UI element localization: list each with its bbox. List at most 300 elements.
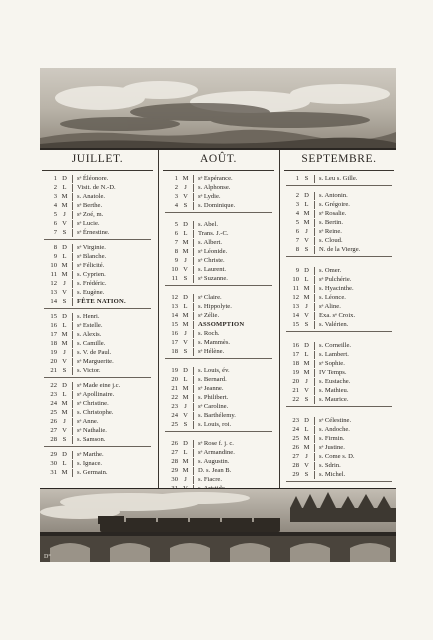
row-separator xyxy=(314,471,315,479)
day-number: 17 xyxy=(171,339,178,346)
saint-name: s. Hyacinthe. xyxy=(319,285,354,292)
day-number: 26 xyxy=(50,418,57,425)
weekday-letter: J xyxy=(63,211,66,218)
saint-name: s. Fiacre. xyxy=(198,476,222,483)
row-separator xyxy=(314,378,315,386)
row-separator xyxy=(72,244,73,252)
saint-name: s. V. de Paul. xyxy=(77,349,112,356)
day-row xyxy=(40,426,155,435)
day-row xyxy=(40,399,155,408)
row-separator xyxy=(193,376,194,384)
day-row xyxy=(161,420,276,429)
weekday-letter: M xyxy=(61,271,68,278)
weekday-letter: J xyxy=(305,228,308,235)
saint-name: s. Mathieu. xyxy=(319,387,349,394)
weekday-letter: J xyxy=(184,403,187,410)
day-row xyxy=(40,297,155,306)
day-row xyxy=(161,183,276,192)
month-column-july xyxy=(40,150,155,488)
saint-name: s. Ignace. xyxy=(77,460,103,467)
saint-name: s. Leu s. Gille. xyxy=(319,175,358,182)
top-engraving-sky xyxy=(40,68,396,150)
day-number: 26 xyxy=(292,444,299,451)
saint-name: sᵉ Apollinaire. xyxy=(77,391,115,398)
day-number: 4 xyxy=(53,202,57,209)
day-row xyxy=(282,191,396,200)
week-rule xyxy=(44,377,151,378)
row-separator xyxy=(72,211,73,219)
day-row xyxy=(40,192,155,201)
week-rule xyxy=(286,331,392,332)
row-separator xyxy=(72,409,73,417)
calendar-table xyxy=(40,150,396,488)
saint-name: sᵉ Espérance. xyxy=(198,175,233,182)
day-row xyxy=(161,201,276,210)
day-row xyxy=(40,312,155,321)
day-number: 30 xyxy=(171,476,178,483)
weekday-letter: J xyxy=(63,349,66,356)
weekday-letter: V xyxy=(304,462,309,469)
day-row xyxy=(40,339,155,348)
weekday-letter: M xyxy=(303,219,310,226)
weekday-letter: V xyxy=(62,289,67,296)
day-row xyxy=(282,443,396,452)
saint-name: s. Germain. xyxy=(77,469,108,476)
day-number: 13 xyxy=(171,303,178,310)
row-separator xyxy=(193,394,194,402)
row-separator xyxy=(314,444,315,452)
row-separator xyxy=(193,193,194,201)
saint-name: sᵉ Rose f. j. c. xyxy=(198,440,234,447)
saint-name: s. Maurice. xyxy=(319,396,349,403)
day-row xyxy=(282,174,396,183)
saint-name: s. Frédéric. xyxy=(77,280,107,287)
day-number: 13 xyxy=(50,289,57,296)
weekday-letter: M xyxy=(61,409,68,416)
row-separator xyxy=(193,339,194,347)
row-separator xyxy=(193,230,194,238)
row-separator xyxy=(72,220,73,228)
row-separator xyxy=(72,202,73,210)
week-rule xyxy=(44,308,151,309)
row-separator xyxy=(72,331,73,339)
row-separator xyxy=(314,285,315,293)
day-row xyxy=(282,452,396,461)
row-separator xyxy=(72,391,73,399)
day-row xyxy=(40,357,155,366)
row-separator xyxy=(193,202,194,210)
row-separator xyxy=(314,237,315,245)
day-row xyxy=(161,375,276,384)
day-row xyxy=(282,350,396,359)
day-number: 23 xyxy=(171,403,178,410)
row-separator xyxy=(193,321,194,329)
day-number: 20 xyxy=(171,376,178,383)
saint-name: sᵉ Hélène. xyxy=(198,348,225,355)
day-number: 25 xyxy=(171,421,178,428)
saint-name: s. Roch. xyxy=(198,330,220,337)
weekday-letter: L xyxy=(304,201,309,208)
weekday-letter: D xyxy=(62,244,67,251)
day-number: 21 xyxy=(292,387,299,394)
saint-name: sᵉ Lucie. xyxy=(77,220,100,227)
weekday-letter: D xyxy=(183,294,188,301)
row-separator xyxy=(193,312,194,320)
row-separator xyxy=(193,421,194,429)
day-row xyxy=(40,450,155,459)
weekday-letter: S xyxy=(304,246,309,253)
saint-name: Visit. de N.-D. xyxy=(77,184,116,191)
row-separator xyxy=(193,440,194,448)
row-separator xyxy=(72,253,73,261)
weekday-letter: J xyxy=(184,476,187,483)
row-separator xyxy=(314,435,315,443)
saint-name: s. Hippolyte. xyxy=(198,303,232,310)
day-number: 29 xyxy=(50,451,57,458)
day-number: 5 xyxy=(295,219,299,226)
day-row xyxy=(161,192,276,201)
saint-name: sᵉ Léonide. xyxy=(198,248,228,255)
day-row xyxy=(282,293,396,302)
day-row xyxy=(282,359,396,368)
saint-name: sᵉ Armandine. xyxy=(198,449,235,456)
saint-name: sᵉ Zoé, m. xyxy=(77,211,104,218)
row-separator xyxy=(72,469,73,477)
weekday-letter: M xyxy=(61,193,68,200)
day-row xyxy=(40,417,155,426)
day-row xyxy=(40,390,155,399)
row-separator xyxy=(314,396,315,404)
day-number: 31 xyxy=(50,469,57,476)
saint-name: s. Valérien. xyxy=(319,321,349,328)
weekday-letter: M xyxy=(303,435,310,442)
day-number: 18 xyxy=(50,340,57,347)
saint-name: D. s. Jean B. xyxy=(198,467,232,474)
day-number: 2 xyxy=(174,184,178,191)
day-number: 20 xyxy=(292,378,299,385)
row-separator xyxy=(193,476,194,484)
day-number: 11 xyxy=(171,275,178,282)
day-row xyxy=(161,256,276,265)
weekday-letter: M xyxy=(182,458,189,465)
day-number: 4 xyxy=(174,202,178,209)
saint-name: s. Albert. xyxy=(198,239,222,246)
day-row xyxy=(282,245,396,254)
day-number: 12 xyxy=(50,280,57,287)
weekday-letter: M xyxy=(182,312,189,319)
weekday-letter: M xyxy=(182,321,189,328)
row-separator xyxy=(72,358,73,366)
day-row xyxy=(40,330,155,339)
day-row xyxy=(282,227,396,236)
row-separator xyxy=(72,436,73,444)
day-number: 5 xyxy=(174,221,178,228)
day-row xyxy=(161,338,276,347)
row-separator xyxy=(193,458,194,466)
row-separator xyxy=(314,351,315,359)
weekday-letter: L xyxy=(183,230,188,237)
weekday-letter: D xyxy=(304,342,309,349)
day-row xyxy=(40,228,155,237)
saint-name: s. Eustache. xyxy=(319,378,351,385)
day-number: 1 xyxy=(53,175,57,182)
day-number: 23 xyxy=(50,391,57,398)
row-separator xyxy=(193,248,194,256)
weekday-letter: M xyxy=(61,202,68,209)
saint-name: s. Andoche. xyxy=(319,426,350,433)
weekday-letter: D xyxy=(62,313,67,320)
weekday-letter: L xyxy=(304,276,309,283)
day-number: 30 xyxy=(50,460,57,467)
row-separator xyxy=(314,246,315,254)
day-row xyxy=(40,174,155,183)
saint-name: ASSOMPTION xyxy=(198,321,245,328)
day-row xyxy=(161,411,276,420)
day-number: 16 xyxy=(50,322,57,329)
row-separator xyxy=(72,400,73,408)
saint-name: sᵉ Virginie. xyxy=(77,244,106,251)
saint-name: s. Lambert. xyxy=(319,351,349,358)
weekday-letter: D xyxy=(304,417,309,424)
week-rule xyxy=(165,431,272,432)
weekday-letter: L xyxy=(304,426,309,433)
weekday-letter: L xyxy=(62,460,67,467)
day-number: 26 xyxy=(171,440,178,447)
day-row xyxy=(161,174,276,183)
saint-name: sᵉ Anne. xyxy=(77,418,99,425)
day-row xyxy=(161,439,276,448)
day-number: 14 xyxy=(292,312,299,319)
day-row xyxy=(40,366,155,375)
weekday-letter: S xyxy=(62,436,67,443)
saint-name: IV Temps. xyxy=(319,369,347,376)
row-separator xyxy=(193,449,194,457)
saint-name: s. Christophe. xyxy=(77,409,114,416)
saint-name: sᵉ Jeanne. xyxy=(198,385,224,392)
weekday-letter: M xyxy=(61,331,68,338)
row-separator xyxy=(193,403,194,411)
saint-name: s. Laurent. xyxy=(198,266,227,273)
day-row xyxy=(282,266,396,275)
weekday-letter: M xyxy=(303,210,310,217)
weekday-letter: V xyxy=(304,312,309,319)
saint-name: s. Firmin. xyxy=(319,435,345,442)
saint-name: s. Grégoire. xyxy=(319,201,350,208)
row-separator xyxy=(314,453,315,461)
day-row xyxy=(161,329,276,338)
weekday-letter: S xyxy=(183,202,188,209)
saint-name: s. Mammès. xyxy=(198,339,231,346)
saint-name: sᵉ Nathalie. xyxy=(77,427,107,434)
saint-name: sᵉ Caroline. xyxy=(198,403,229,410)
week-rule xyxy=(165,358,272,359)
row-separator xyxy=(314,342,315,350)
day-row xyxy=(282,377,396,386)
day-row xyxy=(282,434,396,443)
weekday-letter: D xyxy=(62,451,67,458)
saint-name: s. Sdrin. xyxy=(319,462,341,469)
day-number: 6 xyxy=(295,228,299,235)
day-number: 10 xyxy=(292,276,299,283)
month-rule xyxy=(284,170,394,171)
day-number: 10 xyxy=(50,262,57,269)
row-separator xyxy=(193,367,194,375)
saint-name: s. Victor. xyxy=(77,367,101,374)
weekday-letter: V xyxy=(304,387,309,394)
weekday-letter: D xyxy=(62,382,67,389)
day-row xyxy=(161,402,276,411)
row-separator xyxy=(314,175,315,183)
row-separator xyxy=(193,294,194,302)
row-separator xyxy=(314,201,315,209)
row-separator xyxy=(193,184,194,192)
saint-name: sᵉ Rosalie. xyxy=(319,210,347,217)
row-separator xyxy=(193,266,194,274)
bottom-engraving-train xyxy=(40,488,396,562)
day-row xyxy=(40,381,155,390)
weekday-letter: D xyxy=(304,267,309,274)
week-rule xyxy=(165,285,272,286)
saint-name: sᵉ Reine. xyxy=(319,228,342,235)
saint-name: s. Anatole. xyxy=(77,193,106,200)
weekday-letter: V xyxy=(62,220,67,227)
saint-name: sᵉ Éléonore. xyxy=(77,175,109,182)
weekday-letter: S xyxy=(62,229,67,236)
row-separator xyxy=(72,184,73,192)
weekday-letter: S xyxy=(304,175,309,182)
saint-name: N. de la Vierge. xyxy=(319,246,361,253)
saint-name: s. Henri. xyxy=(77,313,100,320)
day-number: 24 xyxy=(292,426,299,433)
day-row xyxy=(40,435,155,444)
saint-name: s. Corneille. xyxy=(319,342,352,349)
day-number: 16 xyxy=(292,342,299,349)
day-row xyxy=(40,219,155,228)
weekday-letter: D xyxy=(183,440,188,447)
row-separator xyxy=(314,426,315,434)
column-divider xyxy=(279,150,280,488)
row-separator xyxy=(72,367,73,375)
weekday-letter: L xyxy=(304,351,309,358)
day-number: 19 xyxy=(50,349,57,356)
weekday-letter: M xyxy=(61,262,68,269)
day-number: 27 xyxy=(292,453,299,460)
day-number: 7 xyxy=(174,239,178,246)
saint-name: FÊTE NATION. xyxy=(77,298,126,305)
day-row xyxy=(282,302,396,311)
weekday-letter: V xyxy=(183,339,188,346)
saint-name: sᵉ Made eine j.c. xyxy=(77,382,121,389)
day-row xyxy=(40,348,155,357)
weekday-letter: M xyxy=(182,394,189,401)
weekday-letter: S xyxy=(62,298,67,305)
row-separator xyxy=(314,312,315,320)
row-separator xyxy=(193,412,194,420)
day-number: 12 xyxy=(292,294,299,301)
day-row xyxy=(40,279,155,288)
day-row xyxy=(40,408,155,417)
day-row xyxy=(161,238,276,247)
row-separator xyxy=(193,385,194,393)
row-separator xyxy=(314,462,315,470)
saint-name: s. Dominique. xyxy=(198,202,236,209)
day-number: 6 xyxy=(174,230,178,237)
week-rule xyxy=(165,212,272,213)
day-row xyxy=(161,265,276,274)
month-rule xyxy=(42,170,153,171)
weekday-letter: L xyxy=(62,391,67,398)
row-separator xyxy=(72,175,73,183)
row-separator xyxy=(193,467,194,475)
day-number: 6 xyxy=(53,220,57,227)
day-row xyxy=(40,261,155,270)
weekday-letter: L xyxy=(62,253,67,260)
day-row xyxy=(161,366,276,375)
weekday-letter: M xyxy=(303,360,310,367)
day-number: 2 xyxy=(295,192,299,199)
saint-name: s. Cyprien. xyxy=(77,271,106,278)
day-number: 1 xyxy=(174,175,178,182)
row-separator xyxy=(193,348,194,356)
saint-name: sᵉ Sophie. xyxy=(319,360,345,367)
row-separator xyxy=(314,303,315,311)
row-separator xyxy=(72,322,73,330)
day-number: 20 xyxy=(50,358,57,365)
saint-name: s. Louis, év. xyxy=(198,367,230,374)
day-row xyxy=(161,293,276,302)
day-row xyxy=(40,210,155,219)
weekday-letter: L xyxy=(62,322,67,329)
day-row xyxy=(40,201,155,210)
row-separator xyxy=(72,313,73,321)
day-row xyxy=(40,459,155,468)
day-number: 28 xyxy=(171,458,178,465)
day-number: 19 xyxy=(292,369,299,376)
day-number: 28 xyxy=(50,436,57,443)
weekday-letter: L xyxy=(183,303,188,310)
saint-name: s. Louis, roi. xyxy=(198,421,232,428)
day-number: 15 xyxy=(171,321,178,328)
weekday-letter: M xyxy=(61,340,68,347)
day-number: 14 xyxy=(50,298,57,305)
day-row xyxy=(161,384,276,393)
weekday-letter: M xyxy=(182,385,189,392)
day-row xyxy=(161,347,276,356)
weekday-letter: L xyxy=(62,184,67,191)
saint-name: sᵉ Blanche. xyxy=(77,253,107,260)
day-number: 24 xyxy=(171,412,178,419)
day-number: 17 xyxy=(50,331,57,338)
day-number: 3 xyxy=(53,193,57,200)
saint-name: s. Cloud. xyxy=(319,237,343,244)
day-row xyxy=(282,416,396,425)
saint-name: sᵉ Justine. xyxy=(319,444,345,451)
day-number: 25 xyxy=(292,435,299,442)
weekday-letter: D xyxy=(304,192,309,199)
day-row xyxy=(40,252,155,261)
row-separator xyxy=(193,239,194,247)
weekday-letter: J xyxy=(305,303,308,310)
month-column-september xyxy=(282,150,396,488)
saint-name: s. Michel. xyxy=(319,471,346,478)
row-separator xyxy=(72,427,73,435)
row-separator xyxy=(314,321,315,329)
weekday-letter: M xyxy=(182,239,189,246)
saint-name: sᵉ Christine. xyxy=(77,400,109,407)
day-row xyxy=(282,341,396,350)
day-row xyxy=(40,468,155,477)
saint-name: sᵉ Célestine. xyxy=(319,417,352,424)
